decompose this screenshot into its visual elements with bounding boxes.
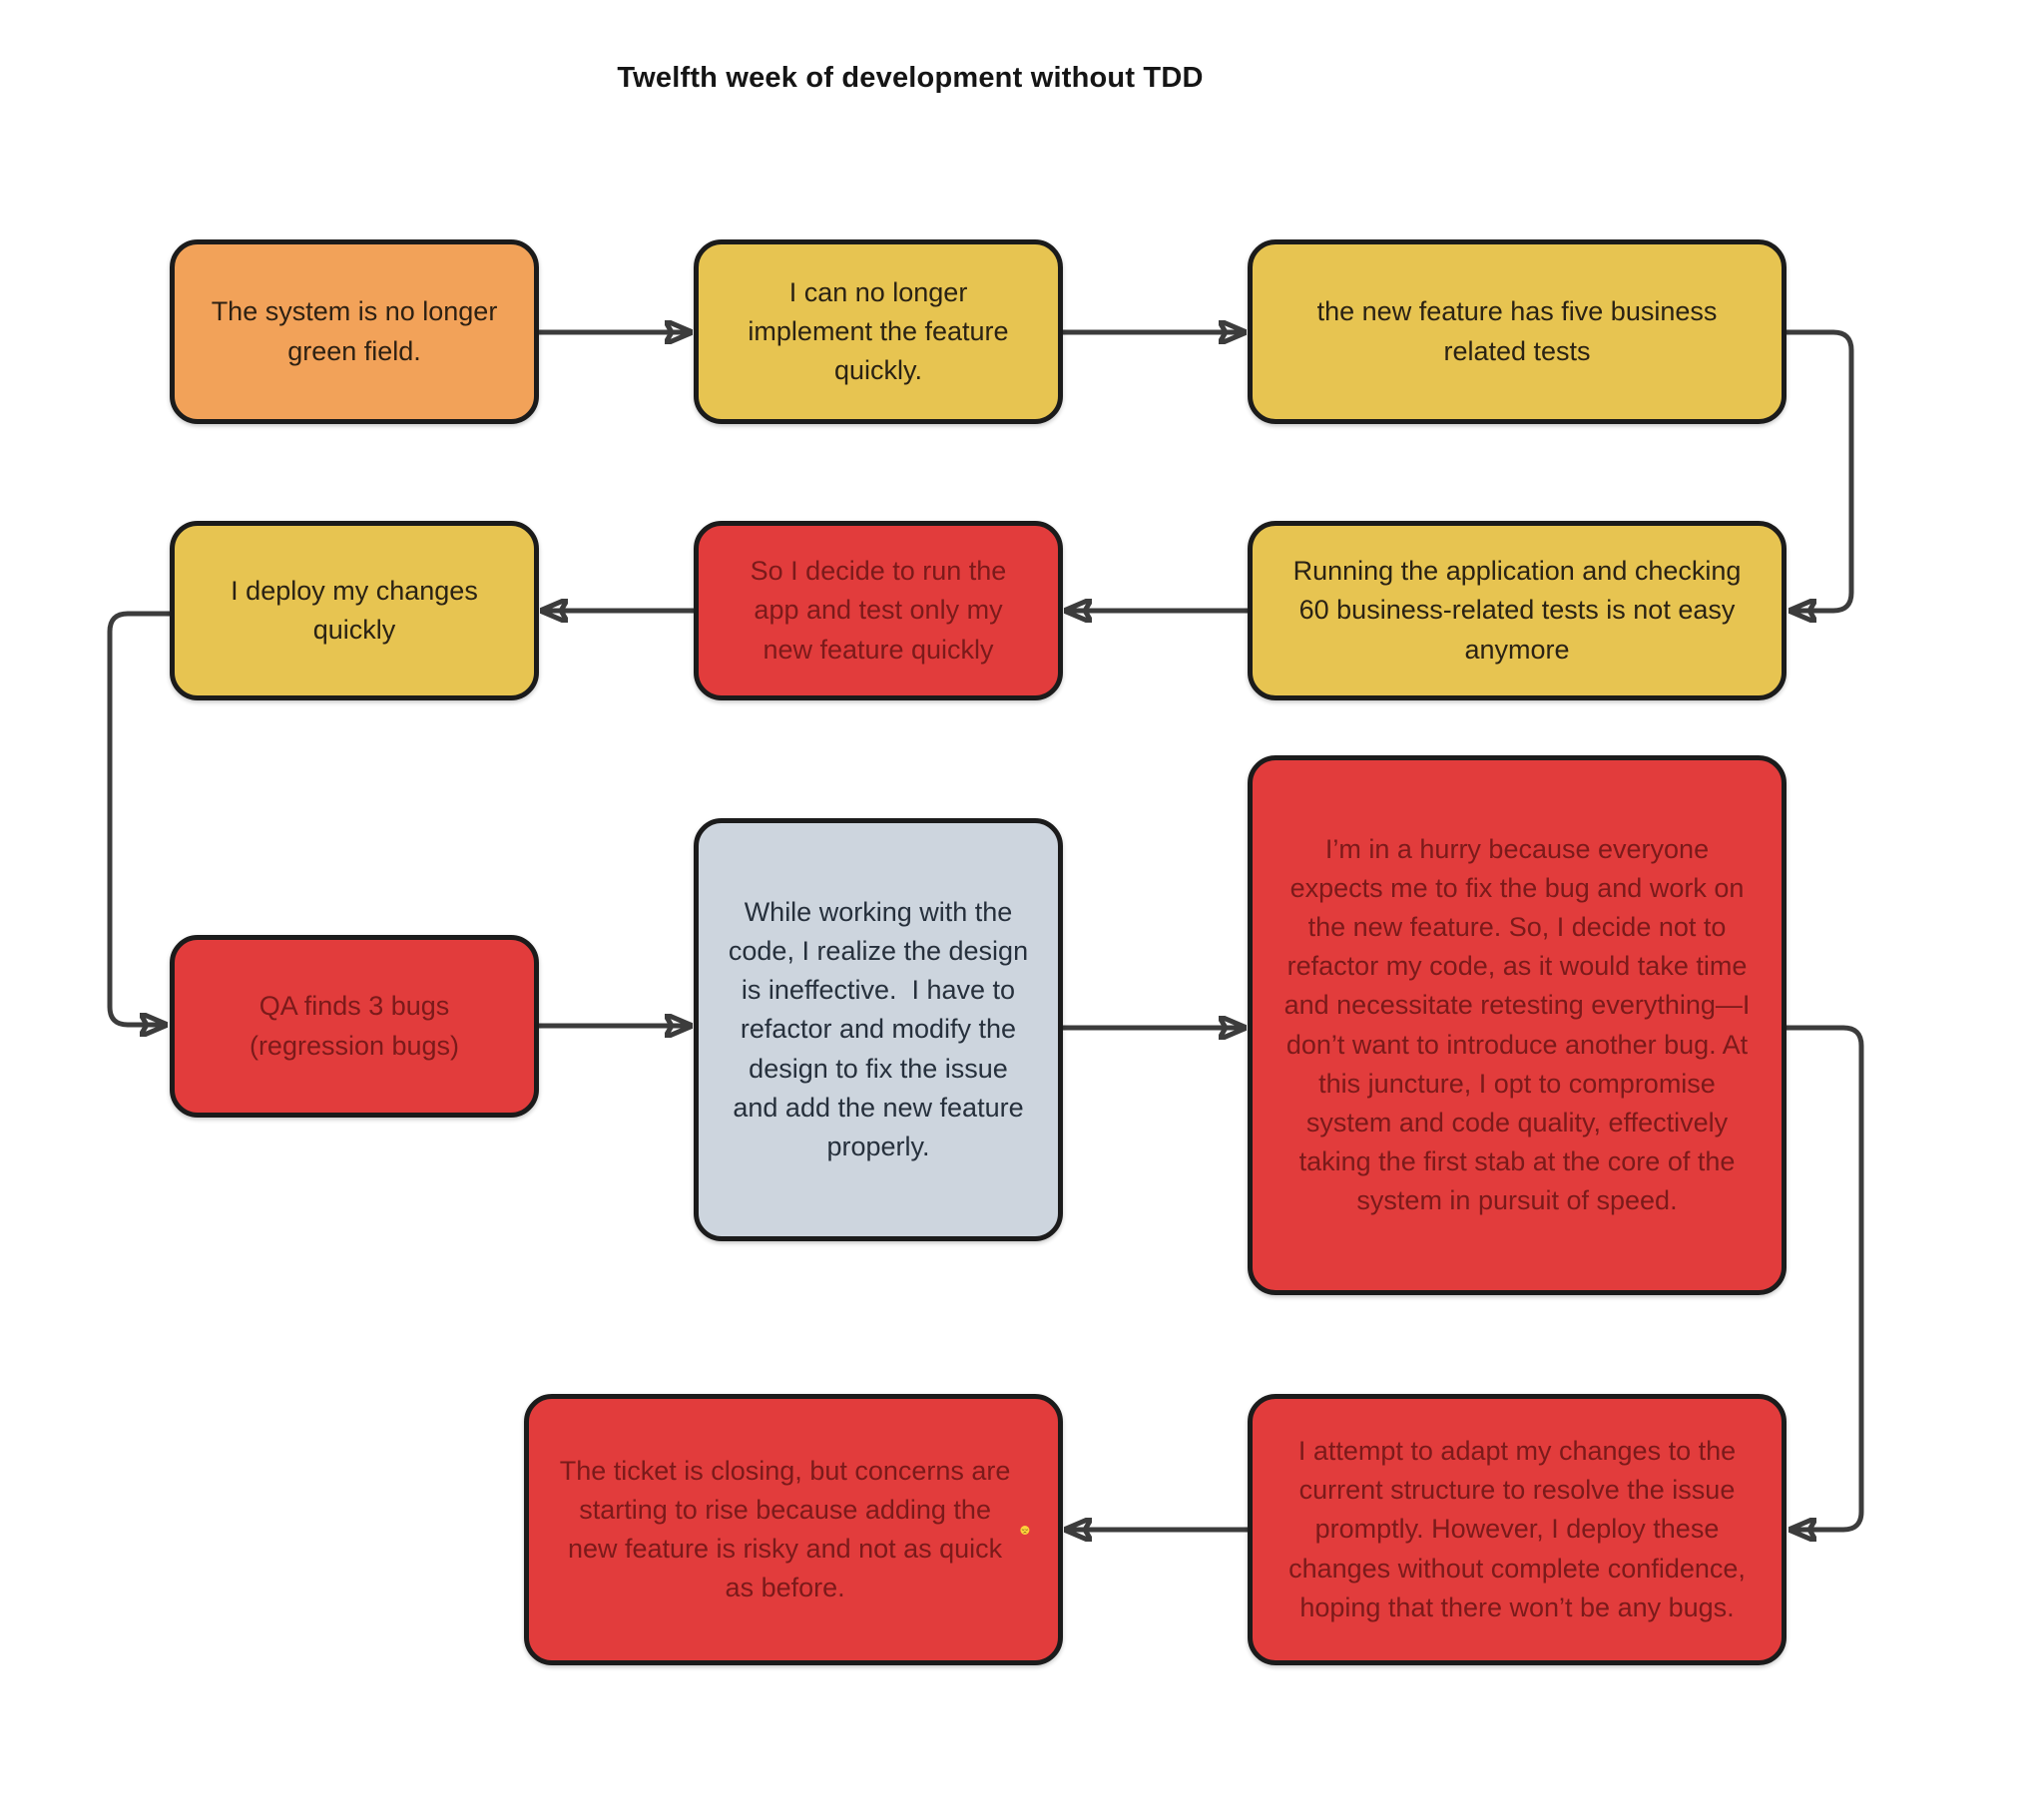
node-label: Running the application and checking 60 business-related tests is not easy anymore (1292, 556, 1749, 665)
node-design-ineffective (694, 818, 1063, 1241)
edge-n9-n10 (1787, 1028, 1861, 1530)
node-no-refactor-compromise-quality (1248, 755, 1787, 1295)
node-label: QA finds 3 bugs (regression bugs) (249, 991, 460, 1061)
node-label: I’m in a hurry because everyone expects me to fix the bug and work on the new feature. So, I decide not to refactor my code, as it would take time and necessitate retesting everything—I don’t want to introduce another bug. At this juncture, I opt to compromise system and code quality, effectively taking the first stab at the core of the system in pursuit of speed. (1283, 833, 1758, 1216)
node-label: the new feature has five business related tests (1316, 296, 1725, 366)
node-no-longer-greenfield (170, 239, 539, 424)
node-five-business-tests (1248, 239, 1787, 424)
pensive-face-emoji-icon (1020, 1515, 1030, 1546)
node-label: While working with the code, I realize the design is ineffective. I have to refactor and modify the design to fix the issue and add the new feature properly. (728, 897, 1036, 1161)
node-label: I attempt to adapt my changes to the current structure to resolve the issue promptly. However, I deploy these changes without complete confidence, hoping that there won’t be any bugs. (1288, 1436, 1754, 1622)
node-cannot-implement-quickly (694, 239, 1063, 424)
node-label: I can no longer implement the feature quickly. (748, 276, 1017, 386)
node-test-only-new-feature (694, 521, 1063, 700)
diagram-title: Twelfth week of development without TDD (617, 62, 1204, 94)
edge-n3-n4 (1787, 332, 1851, 611)
node-ticket-closing-concerns (524, 1394, 1063, 1665)
node-label: The ticket is closing, but concerns are starting to rise because adding the new feature is risky and not as quick as before. (559, 1455, 1018, 1603)
node-label: The system is no longer green field. (211, 296, 505, 366)
node-label: So I decide to run the app and test only my new feature quickly (750, 556, 1014, 665)
node-60-tests-not-easy (1248, 521, 1787, 700)
node-deploy-changes-quickly (170, 521, 539, 700)
edge-n6-n7 (110, 614, 170, 1025)
node-label: I deploy my changes quickly (231, 575, 486, 645)
node-adapt-changes-deploy-unconfident (1248, 1394, 1787, 1665)
node-qa-finds-bugs (170, 935, 539, 1118)
